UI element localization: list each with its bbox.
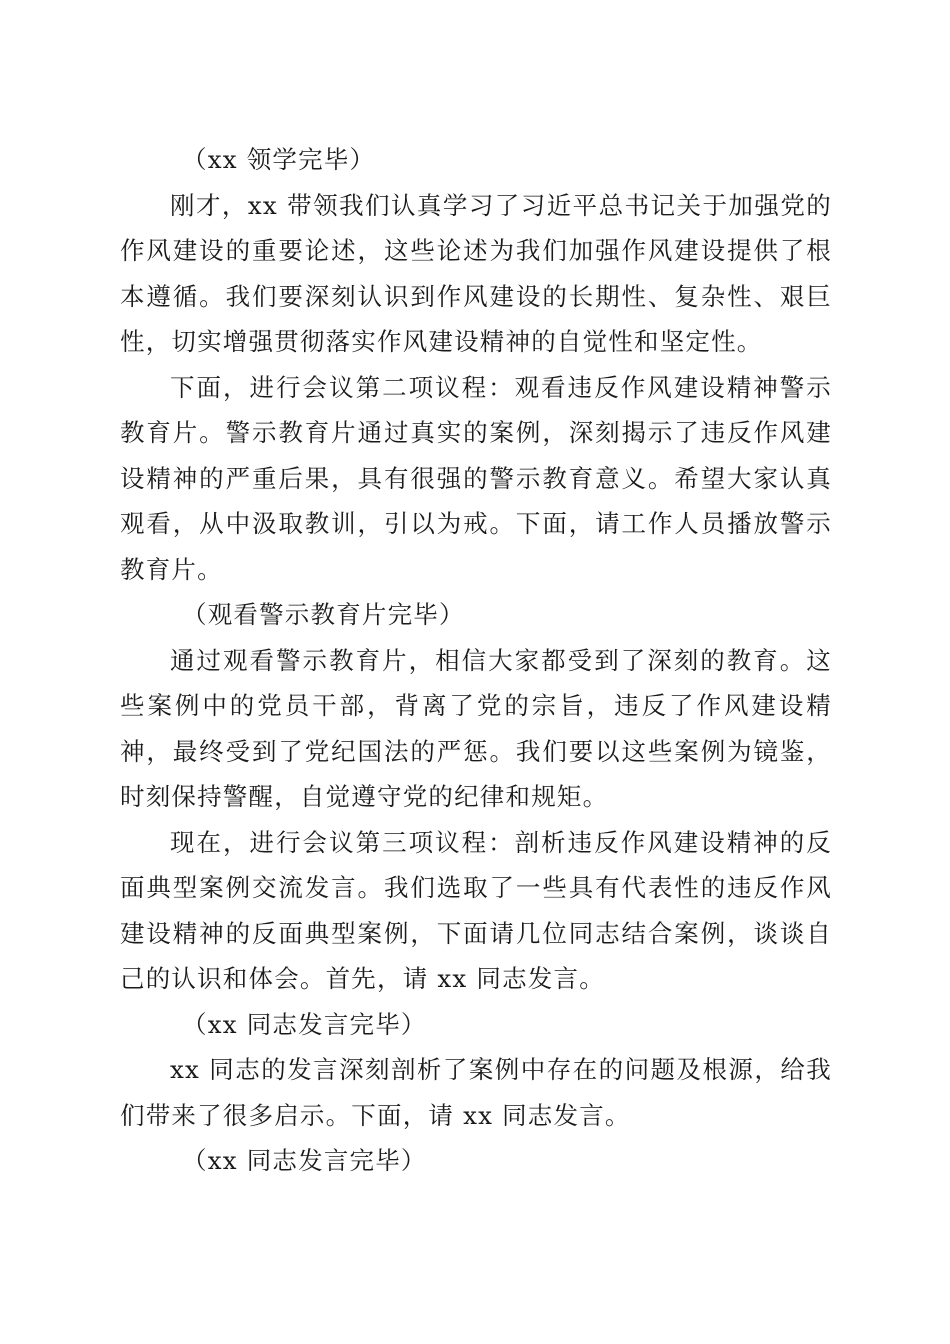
- paragraph-agenda-item-three: 现在，进行会议第三项议程：剖析违反作风建设精神的反面典型案例交流发言。我们选取了一些具有代表性的违反作风建设精神的反面典型案例，下面请几位同志结合案例，谈谈自己的认识和体会。首先，请 xx 同志发言。: [120, 827, 832, 993]
- stage-note-speech-complete-2: （xx 同志发言完毕）: [182, 1146, 427, 1175]
- document-body: [120, 137, 832, 1184]
- paragraph-speech-comment: xx 同志的发言深刻剖析了案例中存在的问题及根源，给我们带来了很多启示。下面，请 xx 同志发言。: [120, 1055, 832, 1130]
- stage-note-speech-complete-1: （xx 同志发言完毕）: [182, 1009, 427, 1039]
- paragraph-study-summary: 刚才，xx 带领我们认真学习了习近平总书记关于加强党的作风建设的重要论述，这些论述为我们加强作风建设提供了根本遵循。我们要深刻认识到作风建设的长期性、复杂性、艰巨性，切实增强贯彻落实作风建设精神的自觉性和坚定性。: [120, 190, 832, 356]
- paragraph-video-reflection: 通过观看警示教育片，相信大家都受到了深刻的教育。这些案例中的党员干部，背离了党的宗旨，违反了作风建设精神，最终受到了党纪国法的严惩。我们要以这些案例为镜鉴，时刻保持警醒，自觉遵守党的纪律和规矩。: [120, 645, 832, 811]
- paragraph-agenda-item-two: 下面，进行会议第二项议程：观看违反作风建设精神警示教育片。警示教育片通过真实的案例，深刻揭示了违反作风建设精神的严重后果，具有很强的警示教育意义。希望大家认真观看，从中汲取教训，引以为戒。下面，请工作人员播放警示教育片。: [120, 372, 832, 584]
- stage-note-leading-study-complete: （xx 领学完毕）: [182, 145, 376, 174]
- stage-note-video-complete: （观看警示教育片完毕）: [182, 600, 465, 629]
